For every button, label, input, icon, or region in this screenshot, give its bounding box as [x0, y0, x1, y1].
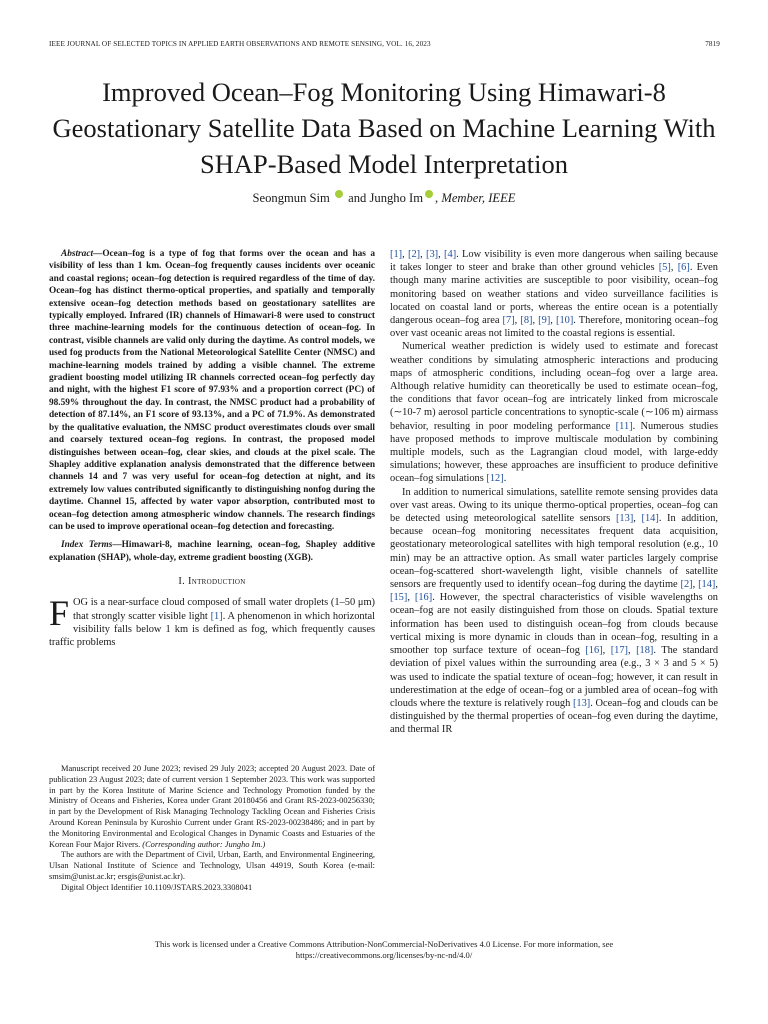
citation-link[interactable]: [9]	[538, 315, 551, 327]
citation-link[interactable]: [3]	[426, 249, 439, 260]
author-role: , Member, IEEE	[435, 191, 516, 205]
author-name: Seongmun Sim	[252, 191, 330, 205]
citation-link[interactable]: [4]	[444, 249, 457, 260]
footnote-affiliation: The authors are with the Department of Civil, Urban, Earth, and Environmental Engineering, Ulsan National Institute of Science and Technology, Ulsan 44919, South Korea (e-mail: smsim@unist.ac.kr; ersgis@unist.ac.kr).	[49, 850, 375, 881]
body-paragraph: [1], [2], [3], [4]. Low visibility is even more dangerous when sailing because it takes longer to steer and brake than other ground vehicles [5], [6]. Even though many marine activities are susceptible to poor visibility, ocean–fog monitoring based on weather stations and video surveillance facilities is located on coastal land or ports, whereas the entire ocean is a potentially dangerous ocean–fog area [7], [8], [9], [10]. Therefore, monitoring ocean–fog over vast oceanic areas not limited to the coastal regions is essential.	[390, 249, 719, 340]
footnote	[49, 764, 375, 894]
citation-link[interactable]: [6]	[677, 262, 690, 274]
page-number: 7819	[705, 40, 720, 48]
corresponding-author: (Corresponding author: Jungho Im.)	[142, 839, 266, 849]
right-column	[390, 248, 718, 737]
citation-link[interactable]: [8]	[520, 315, 533, 327]
citation-link[interactable]: [2]	[408, 249, 421, 260]
citation-link[interactable]: [13]	[615, 513, 634, 525]
footnote-doi: Digital Object Identifier 10.1109/JSTARS.2023.3308041	[61, 882, 253, 892]
index-terms	[49, 539, 375, 564]
abstract-text: —Ocean–fog is a type of fog that forms over the ocean and has a visibility of less than 1 km. Ocean–fog frequently causes incidents over oceanic and coastal regions; ocean–fog detection is required regardless of the time of day. Ocean–fog has distinct thermo-optical properties, and spatially and temporally extensive ocean–fog detection methods based on geostationary satellites are typically employed. Infrared (IR) channels of Himawari-8 were used to construct three machine-learning models for the continuous detection of ocean–fog. In contrast, visible channels are valid only during the daytime. As control models, we used fog products from the National Meteorological Satellite Center (NMSC) and machine-learning models trained by adding a visible channel. The extreme gradient boosting model utilizing IR channels corrected ocean–fog perfectly day and night, with the highest F1 score of 97.93% and a proportion correct (PC) of 98.59% throughout the day. In contrast, the NMSC product had a probability of detection of 87.14%, an F1 score of 93.13%, and a PC of 71.9%. As demonstrated by the qualitative evaluation, the NMSC product overestimates clouds over small and coarsely textured ocean–fog regions. In contrast, the proposed model distinguishes between ocean–fog, clear skies, and clouds at the pixel scale. The Shapley additive explanation analysis demonstrated that the difference between channels 14 and 7 was very useful for ocean–fog detection at night, and its extremely low values contributed significantly to distinguishing nonfog during the daytime. Channel 15, affected by water vapor absorption, contributed most to ocean–fog detection among atmospheric window channels. The research findings can be used to improve operational ocean–fog detection and forecasting.	[49, 249, 375, 532]
section-heading: I. Introduction	[178, 576, 246, 588]
license-notice	[30, 939, 738, 961]
author-name: Jungho Im	[369, 191, 424, 205]
orcid-icon[interactable]	[335, 190, 343, 198]
citation-link[interactable]: [1]	[210, 610, 223, 622]
footnote-received: Manuscript received 20 June 2023; revised 29 July 2023; accepted 20 August 2023. Date of publication 23 August 2023; date of current version 1 September 2023. This work was supported in part by the Korea Institute of Marine Science and Technology Promotion funded by the Ministry of Oceans and Fisheries, Korea under Grant 20180456 and Grant RS-2023-00256330; in part by the Development of Risk Managing Technology Tackling Ocean and Fisheries Crisis Around Korean Peninsula by Kuroshio Current under Grant RS-2023-00238486; and in part by the Monitoring Environmental and Ecological Changes in Dynamic Coasts and Estuaries of the Korean Four Major Rivers. (Corresponding author: Jungho Im.)	[49, 764, 375, 849]
citation-link[interactable]: [11]	[615, 420, 633, 432]
citation-link[interactable]: [13]	[572, 697, 591, 709]
left-column	[49, 248, 375, 649]
orcid-icon[interactable]	[425, 190, 433, 198]
author-line	[0, 190, 768, 206]
citation-link[interactable]: [14]	[698, 579, 716, 591]
citation-link[interactable]: [14]	[641, 513, 659, 525]
body-paragraph: Numerical weather prediction is widely used to estimate and forecast weather conditions by simulating atmospheric interactions and producing maps of atmospheric conditions, including ocean–fog over a large area. Although relative humidity can theoretically be used to estimate ocean–fog, the conditions that favor ocean–fog are intricately linked from microscale (∼10-7 m) aerosol particle concentrations to synoptic-scale (∼106 m) airmass behavior, resulting in poor modeling performance [11]. Numerous studies have proposed methods to improve multiscale modulation by combining multiple models, such as the Lagrangian cloud model, with large-eddy simulations; however, these approaches are insufficient to produce definitive ocean–fog simulations [12].	[390, 341, 718, 485]
citation-link[interactable]: [10]	[555, 315, 574, 327]
citation-link[interactable]: [16]	[585, 645, 603, 657]
citation-link[interactable]: [5]	[658, 262, 671, 274]
license-text: This work is licensed under a Creative Commons Attribution-NonCommercial-NoDerivatives 4.0 License. For more information, see	[154, 939, 614, 949]
paper-title: Improved Ocean–Fog Monitoring Using Himawari-8 Geostationary Satellite Data Based on Machine Learning With SHAP-Based Model Interpretation	[52, 77, 716, 179]
citation-link[interactable]: [2]	[680, 579, 693, 591]
citation-link[interactable]: [18]	[636, 645, 654, 657]
license-link[interactable]: https://creativecommons.org/licenses/by-nc-nd/4.0/	[295, 950, 473, 960]
intro-text: OG is a near-surface cloud composed of small water droplets (1–50 μm) that strongly scatter visible light	[73, 597, 375, 622]
citation-link[interactable]: [12]	[486, 473, 504, 485]
index-terms-text: —Himawari-8, machine learning, ocean–fog, Shapley additive explanation (SHAP), whole-day, extreme gradient boosting (XGB).	[49, 540, 375, 563]
citation-link[interactable]: [1]	[390, 249, 403, 260]
body-paragraph: In addition to numerical simulations, satellite remote sensing provides data over vast areas. Owing to its unique thermo-optical properties, ocean–fog can be detected using meteorological satellite sensors [13], [14]. In addition, because ocean–fog monitoring necessitates frequent data acquisition, geostationary meteorological satellites with high temporal resolution (e.g., 10 min) may be an attractive option. As small water particles largely comprise ocean–fog-scattered short-wavelength light, visible channels of satellite sensors are frequently used to identify ocean–fog during the daytime [2], [14], [15], [16]. However, the spectral characteristics of visible wavelengths on ocean–fog are not easily distinguished from those on clouds. Spatial texture information has been used to distinguish ocean–fog from clouds because vertical mixing is more dynamic in clouds than in ocean–fog, resulting in a smoother top surface texture of ocean–fog [16], [17], [18]. The standard deviation of pixel values within the surrounding area (e.g., 3 × 3 and 5 × 5) was used to indicate the spatial texture of ocean–fog; however, it can result in underestimation at the edge of ocean–fog or a jumbled area of ocean–fog with clouds where the texture is relatively rough [13]. Ocean–fog and clouds can be distinguished by the thermal properties of ocean–fog even during the daytime, and thermal IR	[390, 486, 719, 736]
citation-link[interactable]: [16]	[414, 592, 433, 604]
citation-link[interactable]: [17]	[610, 645, 629, 657]
citation-link[interactable]: [15]	[390, 592, 408, 604]
intro-text: . A phenomenon in which horizontal visibility falls below 1 km is defined as fog, which frequently causes traffic problems	[49, 610, 375, 648]
drop-cap: F	[49, 593, 70, 634]
index-terms-label: Index Terms	[61, 540, 113, 551]
abstract	[49, 248, 375, 533]
running-header: IEEE JOURNAL OF SELECTED TOPICS IN APPLIED EARTH OBSERVATIONS AND REMOTE SENSING, VOL. 16, 2023	[49, 40, 431, 48]
intro-paragraph	[49, 593, 375, 649]
citation-link[interactable]: [7]	[502, 315, 515, 327]
abstract-label: Abstract	[61, 249, 94, 259]
author-conjunction: and	[348, 191, 367, 205]
